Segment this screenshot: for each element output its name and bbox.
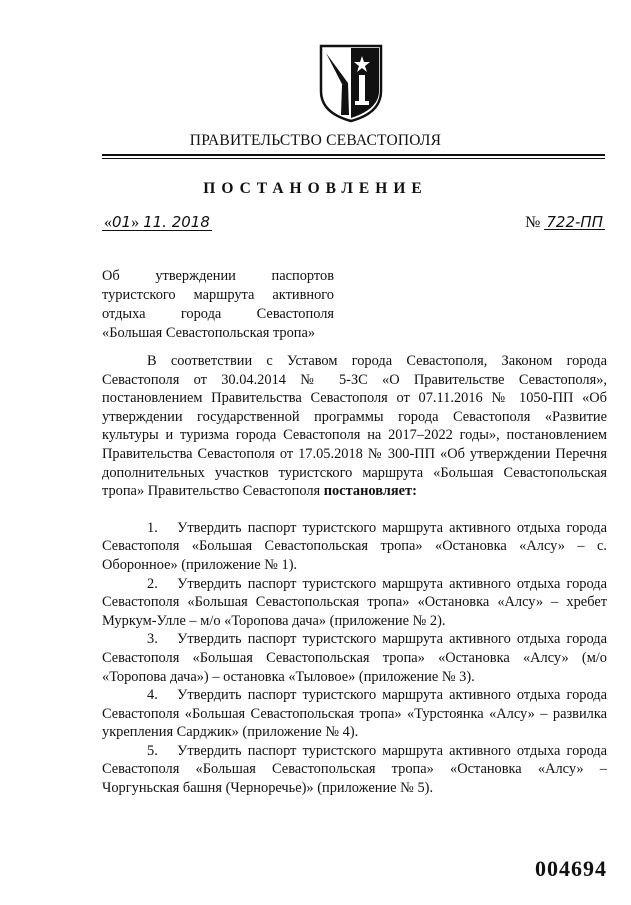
organization-name: ПРАВИТЕЛЬСТВО СЕВАСТОПОЛЯ [189, 132, 442, 149]
item-number: 3. [147, 631, 158, 648]
item-text: Утвердить паспорт туристского маршрута активного отдыха города Севастополя «Большая Севастопольская тропа» «Турстоянка «Алсу» – развилка укрепления Сарджик» (приложение № 4). [102, 687, 607, 741]
date-day: 01 [112, 213, 132, 231]
document-type-title: ПОСТАНОВЛЕНИЕ [203, 180, 428, 197]
date-open-quote: « [104, 214, 112, 231]
subject-line: «Большая Севастопольская тропа» [102, 325, 316, 341]
subject-line: Об утверждении паспортов [102, 268, 334, 284]
decree-item [102, 686, 607, 742]
date-field [102, 215, 212, 231]
decree-item [102, 519, 607, 575]
item-number: 5. [147, 742, 158, 759]
item-text: Утвердить паспорт туристского маршрута активного отдыха города Севастополя «Большая Севастопольская тропа» «Остановка «Алсу» (м/о «Торопова дача») – остановка «Тыловое» (приложение № 3). [102, 631, 607, 685]
item-number: 4. [147, 687, 158, 704]
item-text: Утвердить паспорт туристского маршрута активного отдыха города Севастополя «Большая Севастопольская тропа» «Остановка «Алсу» – хребет Муркум-Улле – м/о «Торопова дача» (приложение № 2). [102, 575, 607, 629]
header-rule-thick [102, 154, 605, 156]
decree-item [102, 630, 607, 686]
sevastopol-coat-of-arms-icon [318, 43, 384, 123]
preamble-paragraph [102, 352, 607, 501]
serial-number: 004694 [535, 856, 607, 881]
subject-line: отдыха города Севастополя [102, 306, 334, 322]
document-date [102, 214, 212, 232]
preamble-text: В соответствии с Уставом города Севастополя, Законом города Севастополя от 30.04.2014 № 5-ЗС «О Правительстве Севастополя», постановлением Правительства Севастополя от 07.11.2016 № 1050-ПП «Об утверждении государственной программы города Севастополя «Развитие культуры и туризма города Севастополя на 2017–2022 годы», постановлением Правительства Севастополя от 17.05.2018 № 300-ПП «Об утверждении Перечня дополнительных участков туристского маршрута «Большая Севастопольская тропа» Правительство Севастополя [102, 353, 607, 500]
number-prefix: № [525, 214, 541, 231]
number-value: 722-ПП [546, 213, 603, 231]
decree-item [102, 742, 607, 798]
date-close-quote: » [131, 214, 140, 231]
item-number: 1. [147, 519, 158, 536]
item-number: 2. [147, 575, 158, 592]
document-subject [102, 267, 334, 343]
document-number [525, 214, 605, 232]
decree-items [102, 519, 607, 798]
document-body [102, 352, 607, 798]
item-text: Утвердить паспорт туристского маршрута активного отдыха города Севастополя «Большая Севастопольская тропа» «Остановка «Алсу» – с. Оборонное» (приложение № 1). [102, 519, 607, 573]
decree-item [102, 575, 607, 631]
decree-word: постановляет: [323, 483, 417, 500]
header-rule-thin [102, 158, 605, 159]
subject-line: туристского маршрута активного [102, 287, 334, 303]
item-text: Утвердить паспорт туристского маршрута активного отдыха города Севастополя «Большая Севастопольская тропа» «Остановка «Алсу» – Чоргуньская башня (Черноречье)» (приложение № 5). [102, 742, 607, 797]
date-month-year: 11. 2018 [143, 213, 210, 231]
